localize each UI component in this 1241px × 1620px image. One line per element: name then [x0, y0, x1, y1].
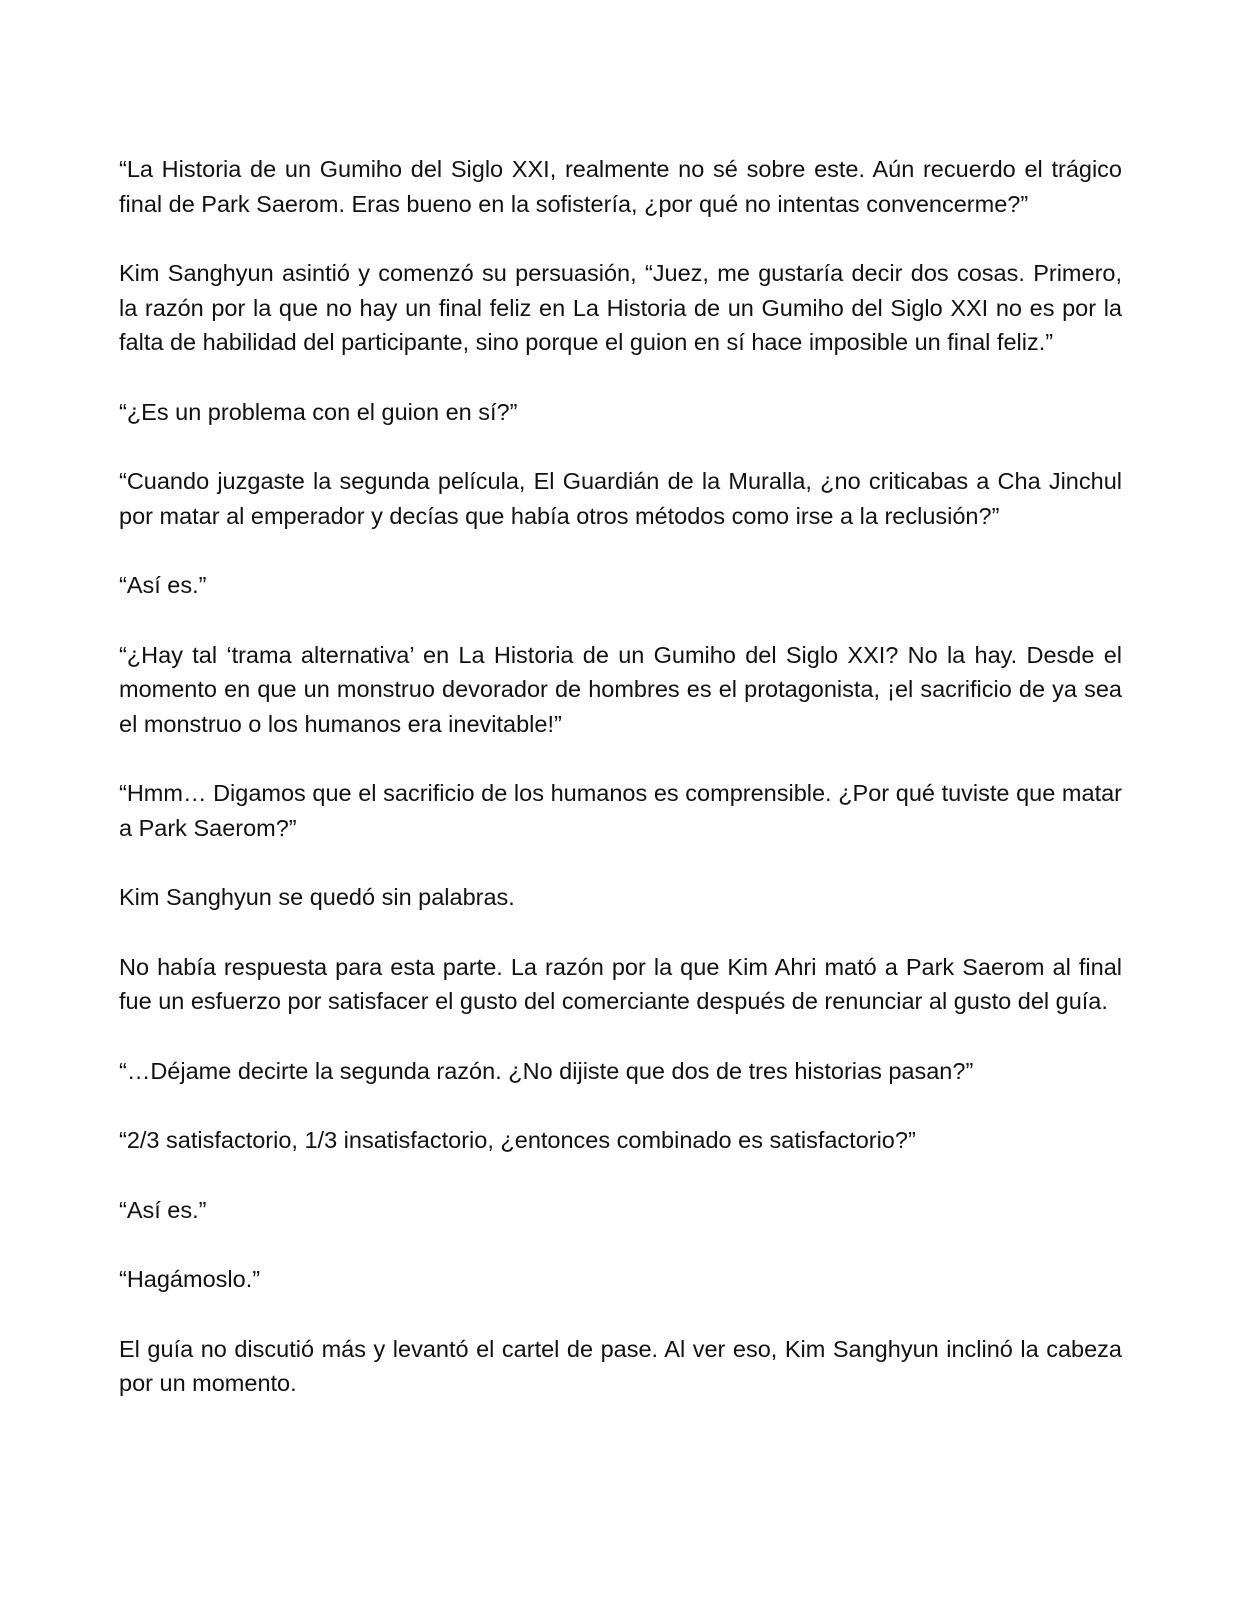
paragraph-11: “2/3 satisfactorio, 1/3 insatisfactorio, ¿entonces combinado es satisfactorio?” [119, 1127, 916, 1153]
paragraph-12: “Así es.” [119, 1196, 207, 1223]
paragraph-8: Kim Sanghyun se quedó sin palabras. [119, 884, 515, 910]
paragraph-9: No había respuesta para esta parte. La razón por la que Kim Ahri mató a Park Saerom al final fue un esfuerzo por satisfacer el gusto del comerciante después de renunciar al gusto del guía. [119, 953, 1122, 1014]
paragraph-2: Kim Sanghyun asintió y comenzó su persuasión, “Juez, me gustaría decir dos cosas. Primero, la razón por la que no hay un final feliz en La Historia de un Gumiho del Siglo XXI no es por la falta de habilidad del participante, sino porque el guion en sí hace imposible un final feliz.” [119, 260, 1122, 355]
document-body [119, 152, 1122, 1436]
paragraph-14: El guía no discutió más y levantó el cartel de pase. Al ver eso, Kim Sanghyun inclinó la cabeza por un momento. [119, 1335, 1122, 1396]
paragraph-13: “Hagámoslo.” [119, 1266, 261, 1292]
paragraph-5: “Así es.” [119, 572, 207, 598]
paragraph-1: “La Historia de un Gumiho del Siglo XXI, realmente no sé sobre este. Aún recuerdo el trágico final de Park Saerom. Eras bueno en la sofistería, ¿por qué no intentas convencerme?” [119, 156, 1122, 217]
paragraph-6: “¿Hay tal ‘trama alternativa’ en La Historia de un Gumiho del Siglo XXI? No la hay. Desde el momento en que un monstruo devorador de hombres es el protagonista, ¡el sacrificio de ya sea el monstruo o los humanos era inevitable!” [119, 641, 1122, 737]
paragraph-3: “¿Es un problema con el guion en sí?” [119, 398, 518, 425]
paragraph-7: “Hmm… Digamos que el sacrificio de los humanos es comprensible. ¿Por qué tuviste que matar a Park Saerom?” [119, 780, 1122, 841]
paragraph-10: “…Déjame decirte la segunda razón. ¿No dijiste que dos de tres historias pasan?” [119, 1057, 974, 1084]
paragraph-4: “Cuando juzgaste la segunda película, El Guardián de la Muralla, ¿no criticabas a Cha Jinchul por matar al emperador y decías que había otros métodos como irse a la reclusión?” [119, 468, 1122, 529]
